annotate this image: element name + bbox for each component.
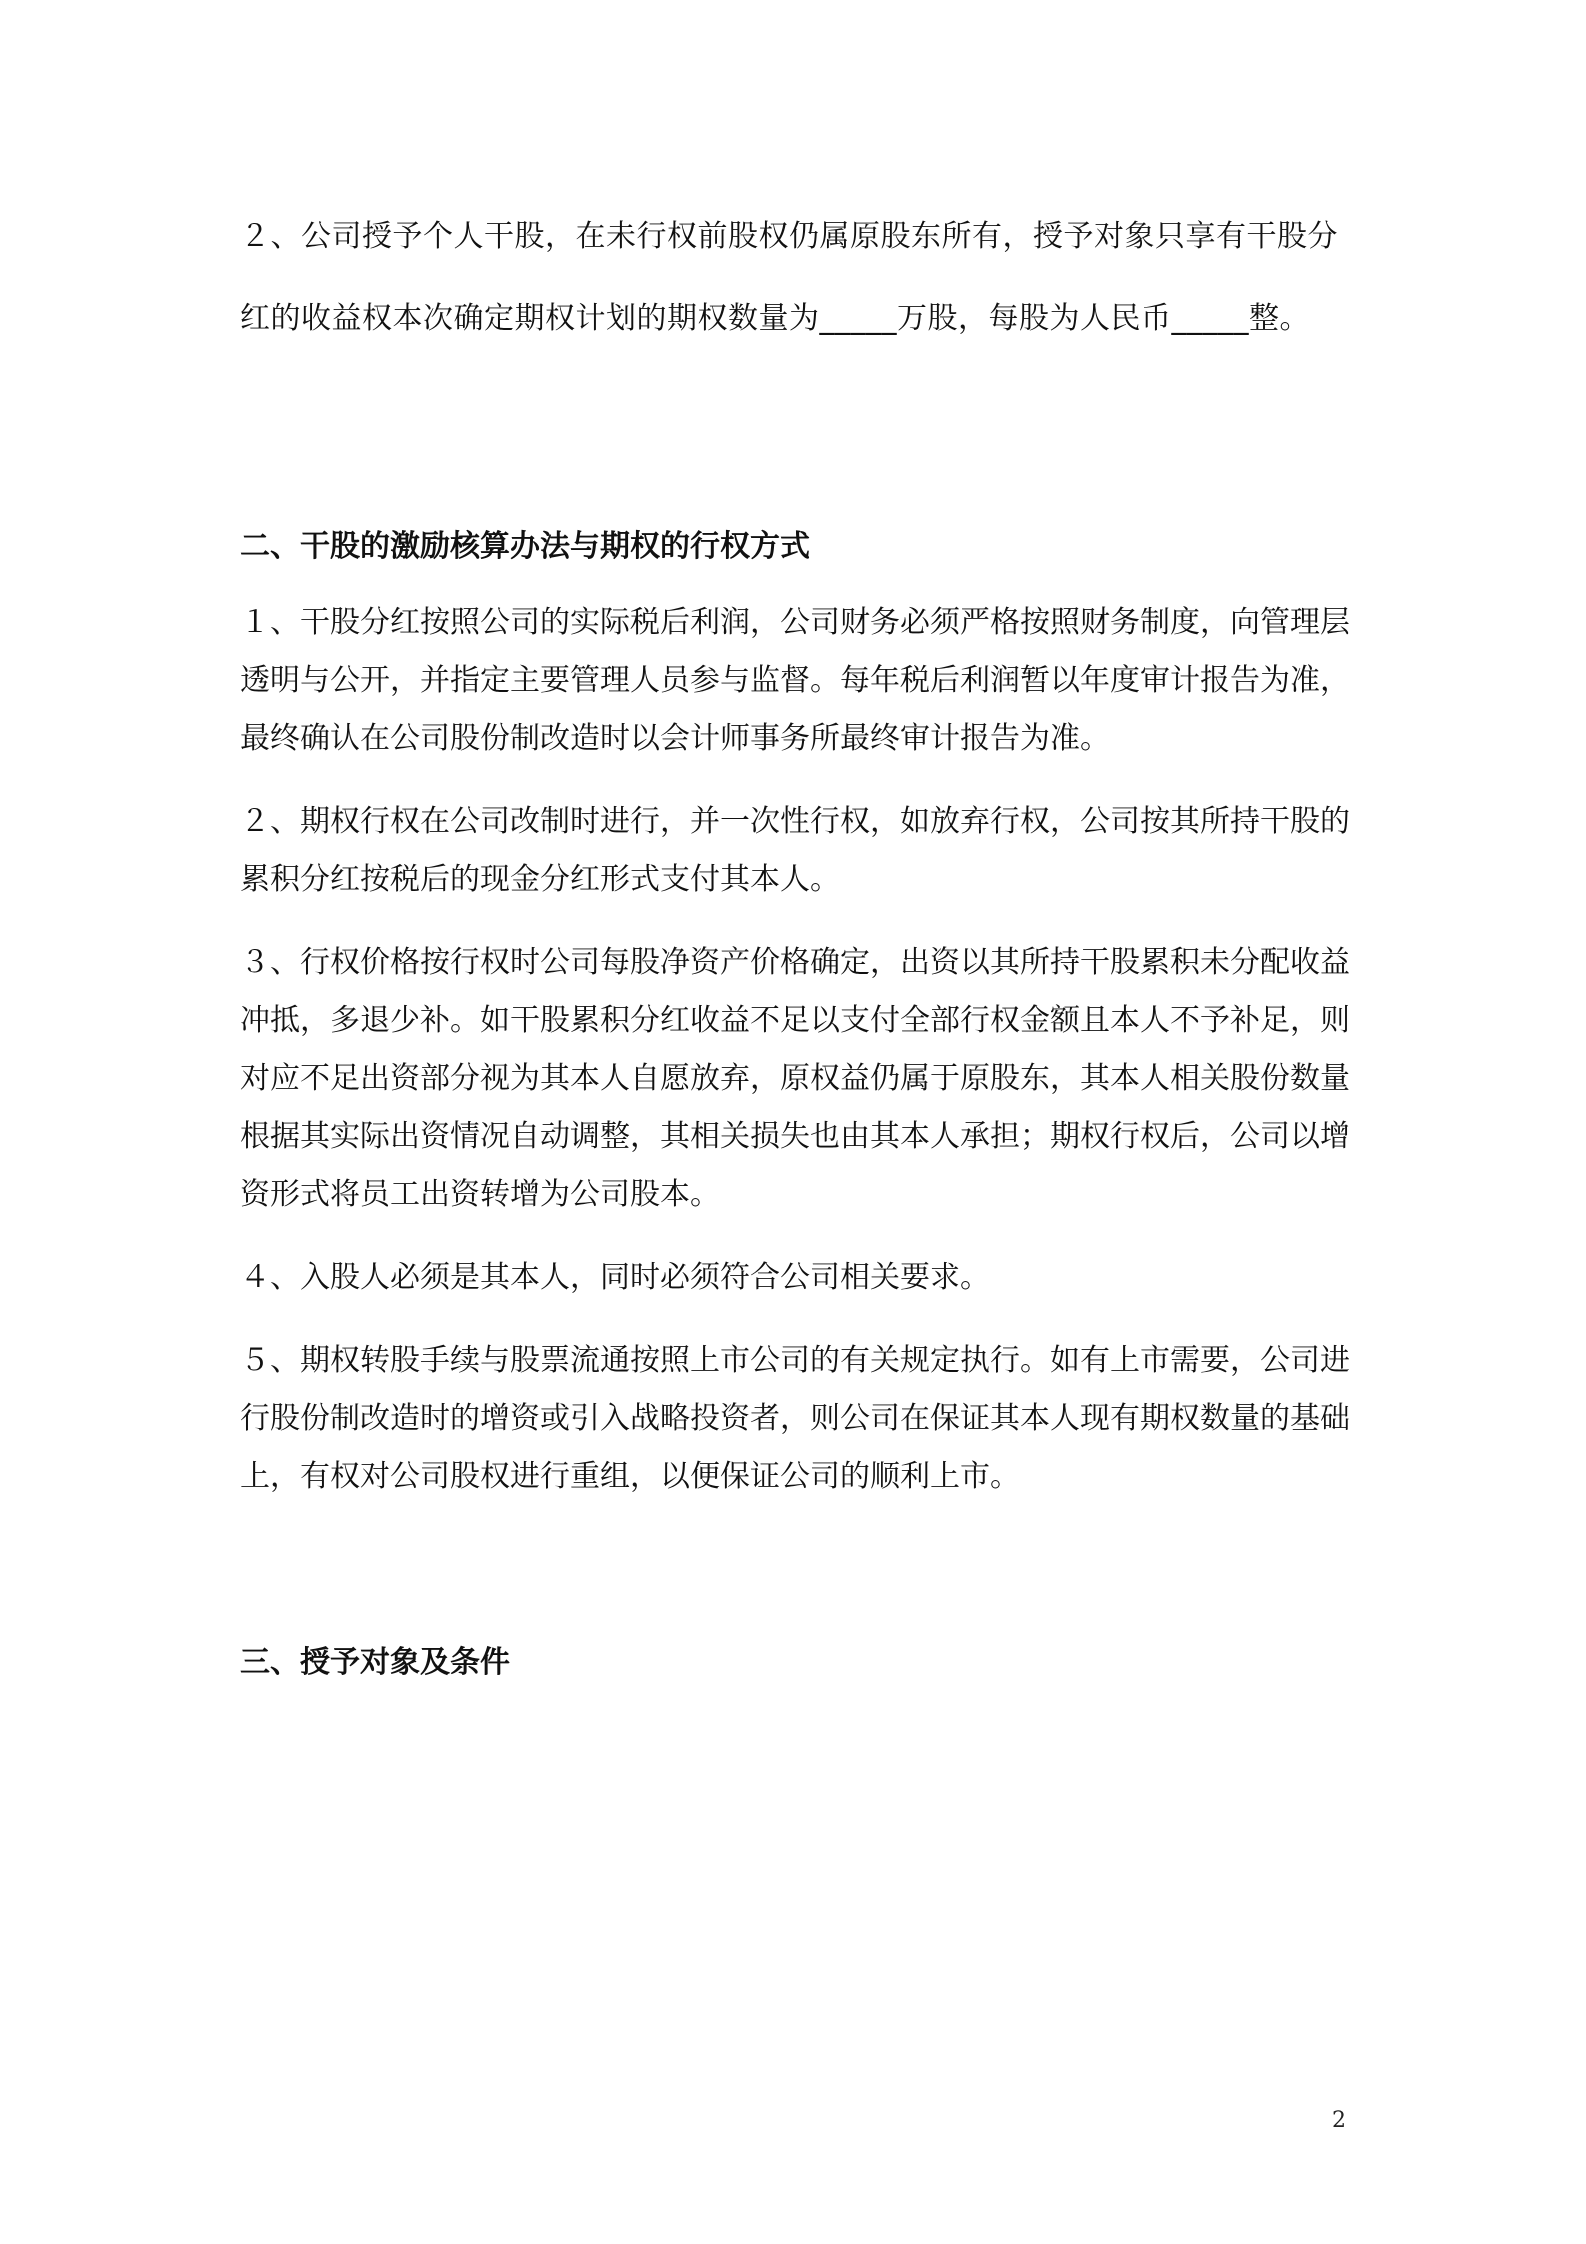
paragraph-2-5: ５、期权转股手续与股票流通按照上市公司的有关规定执行。如有上市需要，公司进行股份制改造时的增资或引入战略投资者，则公司在保证其本人现有期权数量的基础上，有权对公司股权进行重组，以便保证公司的顺利上市。 bbox=[240, 1343, 1350, 1494]
page-number: 2 bbox=[1332, 2108, 1346, 2133]
paragraph-2-1: １、干股分红按照公司的实际税后利润，公司财务必须严格按照财务制度，向管理层透明与公开，并指定主要管理人员参与监督。每年税后利润暂以年度审计报告为准，最终确认在公司股份制改造时以会计师事务所最终审计报告为准。 bbox=[240, 605, 1350, 756]
paragraph-2-4: ４、入股人必须是其本人，同时必须符合公司相关要求。 bbox=[240, 1260, 990, 1295]
paragraph-2-3: ３、行权价格按行权时公司每股净资产价格确定，出资以其所持干股累积未分配收益冲抵，多退少补。如干股累积分红收益不足以支付全部行权金额且本人不予补足，则对应不足出资部分视为其本人自愿放弃，原权益仍属于原股东，其本人相关股份数量根据其实际出资情况自动调整，其相关损失也由其本人承担；期权行权后，公司以增资形式将员工出资转增为公司股本。 bbox=[240, 945, 1350, 1212]
paragraph-grant-dry-shares: ２、公司授予个人干股，在未行权前股权仍属原股东所有，授予对象只享有干股分红的收益权本次确定期权计划的期权数量为_____万股，每股为人民币_____整。 bbox=[240, 219, 1338, 336]
paragraph-2-2: ２、期权行权在公司改制时进行，并一次性行权，如放弃行权，公司按其所持干股的累积分红按税后的现金分红形式支付其本人。 bbox=[240, 804, 1350, 897]
page-content bbox=[240, 196, 1350, 1692]
section-heading-3: 三、授予对象及条件 bbox=[240, 1645, 510, 1680]
section-heading-2: 二、干股的激励核算办法与期权的行权方式 bbox=[240, 529, 810, 564]
